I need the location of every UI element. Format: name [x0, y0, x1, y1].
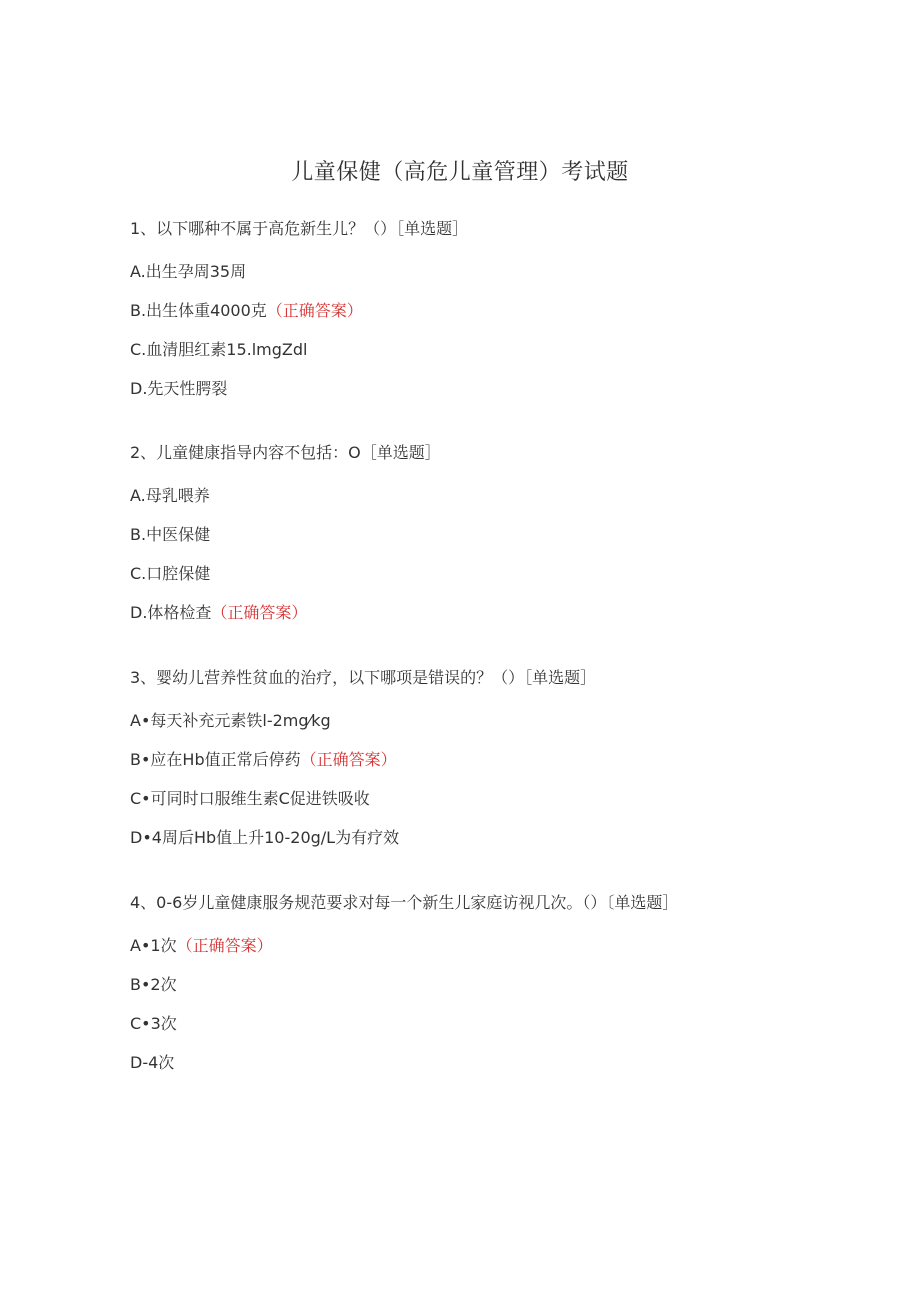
option-text: D.体格检查: [130, 603, 212, 622]
question-block: [130, 217, 850, 401]
answer-option: [130, 377, 850, 401]
option-text: D-4次: [130, 1053, 175, 1072]
question-text: 3、婴幼儿营养性贫血的治疗，以下哪项是错误的？（）［单选题］: [130, 668, 597, 687]
question-block: [130, 666, 850, 850]
answer-option: [130, 1012, 850, 1036]
answer-option: [130, 562, 850, 586]
option-text: B.出生体重4000克: [130, 301, 267, 320]
answer-option: [130, 748, 850, 772]
answer-option: [130, 787, 850, 811]
answer-option: [130, 709, 850, 733]
option-text: B•2次: [130, 975, 177, 994]
correct-answer-mark: （正确答案）: [211, 603, 308, 622]
option-text: A.母乳喂养: [130, 486, 210, 505]
option-text: A•1次: [130, 936, 177, 955]
answer-option: [130, 934, 850, 958]
answer-option: [130, 1051, 850, 1075]
option-text: C.血清胆红素15.lmgZdl: [130, 340, 308, 359]
question-block: [130, 441, 850, 625]
option-text: A•每天补充元素铁l-2mg⁄kg: [130, 711, 331, 730]
answer-option: [130, 299, 850, 323]
answer-option: [130, 523, 850, 547]
answer-option: [130, 338, 850, 362]
answer-option: [130, 973, 850, 997]
correct-answer-mark: （正确答案）: [266, 301, 363, 320]
question-text: 2、儿童健康指导内容不包括：O［单选题］: [130, 443, 441, 462]
option-text: B.中医保健: [130, 525, 211, 544]
answer-option: [130, 601, 850, 625]
page-title: 儿童保健（高危儿童管理）考试题: [291, 160, 629, 185]
option-text: D.先天性腭裂: [130, 379, 228, 398]
answer-option: [130, 260, 850, 284]
answer-option: [130, 484, 850, 508]
answer-option: [130, 826, 850, 850]
question-text: 1、以下哪种不属于高危新生儿？（）［单选题］: [130, 219, 469, 238]
option-text: C•3次: [130, 1014, 177, 1033]
correct-answer-mark: （正确答案）: [176, 936, 273, 955]
option-text: C•可同时口服维生素C促进铁吸收: [130, 789, 370, 808]
correct-answer-mark: （正确答案）: [300, 750, 397, 769]
option-text: C.口腔保健: [130, 564, 211, 583]
option-text: D•4周后Hb值上升10-20g/L为有疗效: [130, 828, 400, 847]
option-text: B•应在Hb值正常后停药: [130, 750, 301, 769]
question-block: [130, 891, 850, 1075]
question-text: 4、0-6岁儿童健康服务规范要求对每一个新生儿家庭访视几次。（）〔单选题］: [130, 893, 679, 912]
option-text: A.出生孕周35周: [130, 262, 247, 281]
